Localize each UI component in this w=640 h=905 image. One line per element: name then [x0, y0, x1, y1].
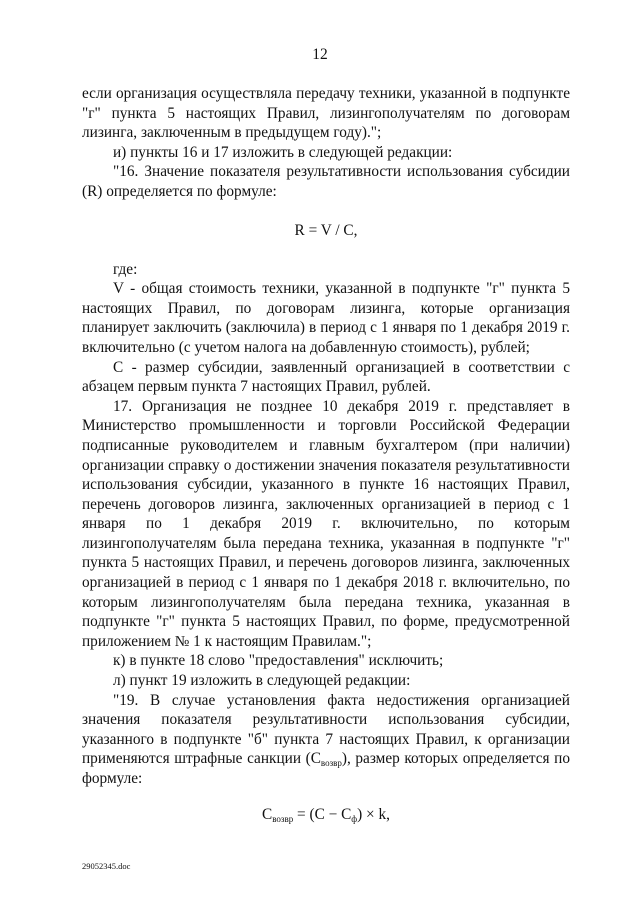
formula-c-return — [82, 789, 570, 841]
paragraph-item-i: и) пункты 16 и 17 изложить в следующей редакции: — [113, 143, 453, 161]
document-body — [82, 84, 570, 841]
paragraph-c-definition: С - размер субсидии, заявленный организацией в соответствии с абзацем первым пункта 7 настоящих Правил, рублей. — [82, 358, 570, 396]
document-footer-filename: 29052345.doc — [82, 861, 131, 871]
page-number: 12 — [312, 46, 328, 63]
paragraph-item-l: л) пункт 19 изложить в следующей редакции: — [113, 672, 411, 690]
formula-mid: = (С − С — [293, 805, 352, 823]
formula-lhs-subscript: возвр — [272, 813, 294, 824]
formula-rhs: ) × k, — [357, 805, 390, 823]
paragraph-continuation: если организация осуществляла передачу техники, указанной в подпункте "г" пункта 5 настоящих Правил, лизингополучателям по договорам лизинга, заключенным в предыдущем году)."; — [82, 85, 570, 142]
paragraph-v-definition: V - общая стоимость техники, указанной в подпункте "г" пункта 5 настоящих Правил, по договорам лизинга, которые организация планирует заключить (заключила) в период с 1 января по 1 декабря 2019 г. включительно (с учетом налога на добавленную стоимость), рублей; — [82, 280, 570, 356]
point-19-text-after: ), размер которых определяется по формуле: — [82, 750, 570, 787]
paragraph-item-k: к) в пункте 18 слово "предоставления" исключить; — [113, 652, 444, 670]
paragraph-point-19 — [82, 691, 570, 789]
point-19-text-before: "19. В случае установления факта недостижения организацией значения показателя результативности использования субсидии, указанного в подпункте "б" пункта 7 настоящих Правил, к организации применяются штрафные санкции (С — [82, 691, 570, 768]
formula-mid-subscript: ф — [351, 813, 358, 824]
paragraph-where: где: — [113, 260, 138, 278]
formula-lhs: С — [262, 805, 273, 823]
formula-r: R = V / C, — [294, 221, 358, 239]
point-19-subscript: возвр — [320, 758, 342, 769]
paragraph-point-16: "16. Значение показателя результативности использования субсидии (R) определяется по формуле: — [82, 163, 570, 200]
paragraph-point-17: 17. Организация не позднее 10 декабря 2019 г. представляет в Министерство промышленности и торговли Российской Федерации подписанные руководителем и главным бухгалтером (при наличии) организации справку о достижении значения показателя результативности использования субсидии, указанного в пункте 16 настоящих Правил, перечень договоров лизинга, заключенных организацией в период с 1 января по 1 декабря 2019 г. включительно, по которым лизингополучателям была передана техника, указанная в подпункте "г" пункта 5 настоящих Правил, и перечень договоров лизинга, заключенных организацией в период с 1 января по 1 декабря 2018 г. включительно, по которым лизингополучателям была передана техника, указанная в подпункте "г" пункта 5 настоящих Правил, по форме, предусмотренной приложением № 1 к настоящим Правилам."; — [82, 397, 570, 650]
